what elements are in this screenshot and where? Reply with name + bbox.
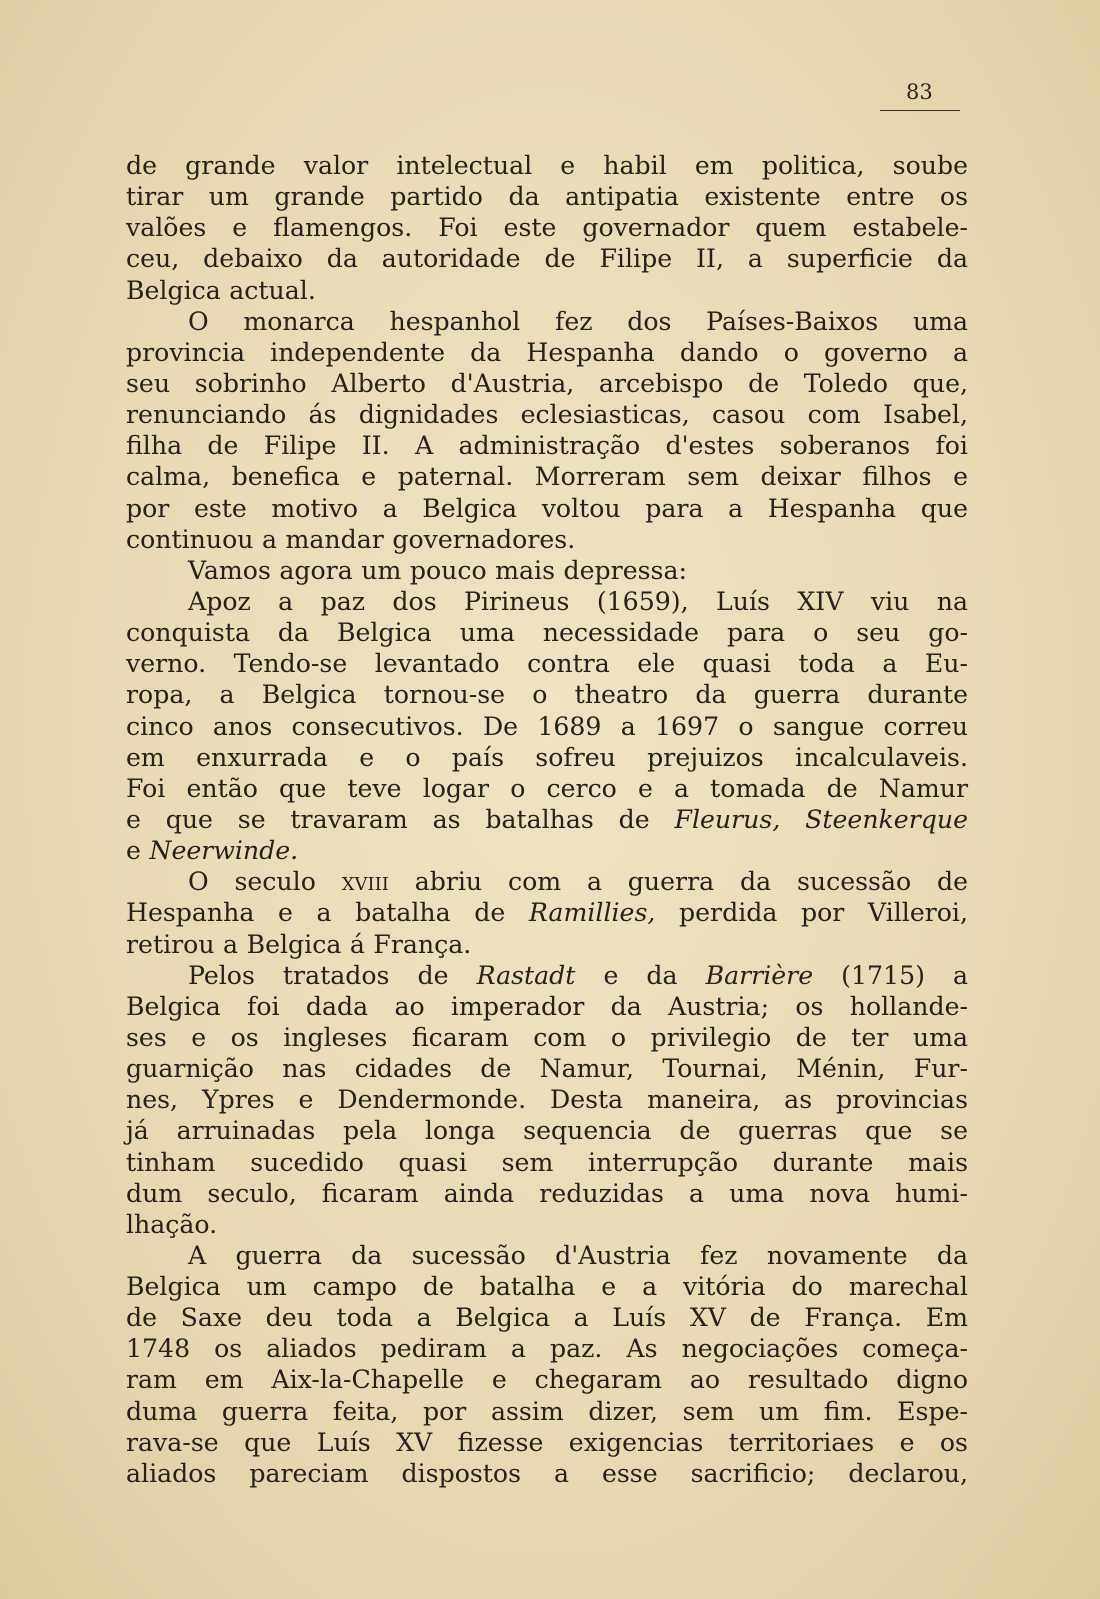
- text-line: conquista da Belgica uma necessidade para o seu go-: [126, 618, 968, 648]
- text-line: e Neerwinde.: [126, 836, 299, 866]
- text-line: dum seculo, ficaram ainda reduzidas a uma nova humi-: [126, 1178, 968, 1208]
- body-text: [126, 150, 968, 1489]
- text-line: ceu, debaixo da autoridade de Filipe II, a superficie da: [126, 244, 968, 274]
- page-number: 83: [880, 80, 960, 111]
- text-line: Belgica um campo de batalha e a vitória do marechal: [126, 1272, 968, 1302]
- text-line: Belgica foi dada ao imperador da Austria; os hollande-: [126, 991, 968, 1021]
- text-line: filha de Filipe II. A administração d'estes soberanos foi: [126, 431, 968, 461]
- text-line: rava-se que Luís XV fizesse exigencias territoriaes e os: [126, 1427, 968, 1457]
- text-line: Foi então que teve logar o cerco e a tomada de Namur: [126, 773, 968, 803]
- text-line: seu sobrinho Alberto d'Austria, arcebispo de Toledo que,: [126, 368, 968, 398]
- text-line: ram em Aix-la-Chapelle e chegaram ao resultado digno: [126, 1365, 968, 1395]
- text-line: por este motivo a Belgica voltou para a Hespanha que: [126, 493, 968, 523]
- text-line: já arruinadas pela longa sequencia de guerras que se: [126, 1116, 968, 1146]
- text-line: duma guerra feita, por assim dizer, sem um fim. Espe-: [126, 1396, 968, 1426]
- text-line: tinham sucedido quasi sem interrupção durante mais: [126, 1147, 968, 1177]
- text-line: verno. Tendo-se levantado contra ele quasi toda a Eu-: [126, 649, 968, 679]
- text-line: em enxurrada e o país sofreu prejuizos incalculaveis.: [126, 742, 968, 772]
- text-line: de grande valor intelectual e habil em politica, soube: [126, 151, 968, 180]
- text-line: O monarca hespanhol fez dos Países-Baixos uma: [188, 306, 968, 336]
- text-line: aliados pareciam dispostos a esse sacrificio; declarou,: [126, 1458, 968, 1488]
- text-line: retirou a Belgica á França.: [126, 929, 472, 959]
- text-line: valões e flamengos. Foi este governador quem estabele-: [126, 213, 968, 243]
- text-line: O seculo xviii abriu com a guerra da sucessão de: [188, 867, 969, 897]
- text-line: continuou a mandar governadores.: [126, 524, 576, 554]
- text-line: cinco anos consecutivos. De 1689 a 1697 o sangue correu: [126, 711, 968, 741]
- text-line: provincia independente da Hespanha dando o governo a: [126, 337, 968, 367]
- text-line: renunciando ás dignidades eclesiasticas, casou com Isabel,: [126, 400, 968, 430]
- text-line: A guerra da sucessão d'Austria fez novamente da: [188, 1240, 968, 1270]
- text-line: Hespanha e a batalha de Ramillies, perdida por Villeroi,: [126, 898, 968, 928]
- text-line: ses e os ingleses ficaram com o privilegio de ter uma: [126, 1022, 968, 1052]
- text-line: Pelos tratados de Rastadt e da Barrière (1715) a: [188, 960, 968, 990]
- text-line: Vamos agora um pouco mais depressa:: [188, 555, 687, 585]
- text-line: calma, benefica e paternal. Morreram sem deixar filhos e: [126, 462, 968, 492]
- text-line: tirar um grande partido da antipatia existente entre os: [126, 182, 968, 212]
- text-line: ropa, a Belgica tornou-se o theatro da guerra durante: [126, 680, 968, 710]
- text-line: de Saxe deu toda a Belgica a Luís XV de França. Em: [126, 1303, 968, 1333]
- text-line: lhação.: [126, 1209, 218, 1239]
- text-line: Apoz a paz dos Pirineus (1659), Luís XIV viu na: [188, 586, 968, 616]
- text-line: e que se travaram as batalhas de Fleurus, Steenkerque: [126, 804, 968, 834]
- text-line: guarnição nas cidades de Namur, Tournai, Ménin, Fur-: [126, 1054, 968, 1084]
- text-line: 1748 os aliados pediram a paz. As negociações começa-: [126, 1334, 968, 1364]
- text-line: Belgica actual.: [126, 275, 316, 305]
- text-line: nes, Ypres e Dendermonde. Desta maneira, as provincias: [126, 1085, 968, 1115]
